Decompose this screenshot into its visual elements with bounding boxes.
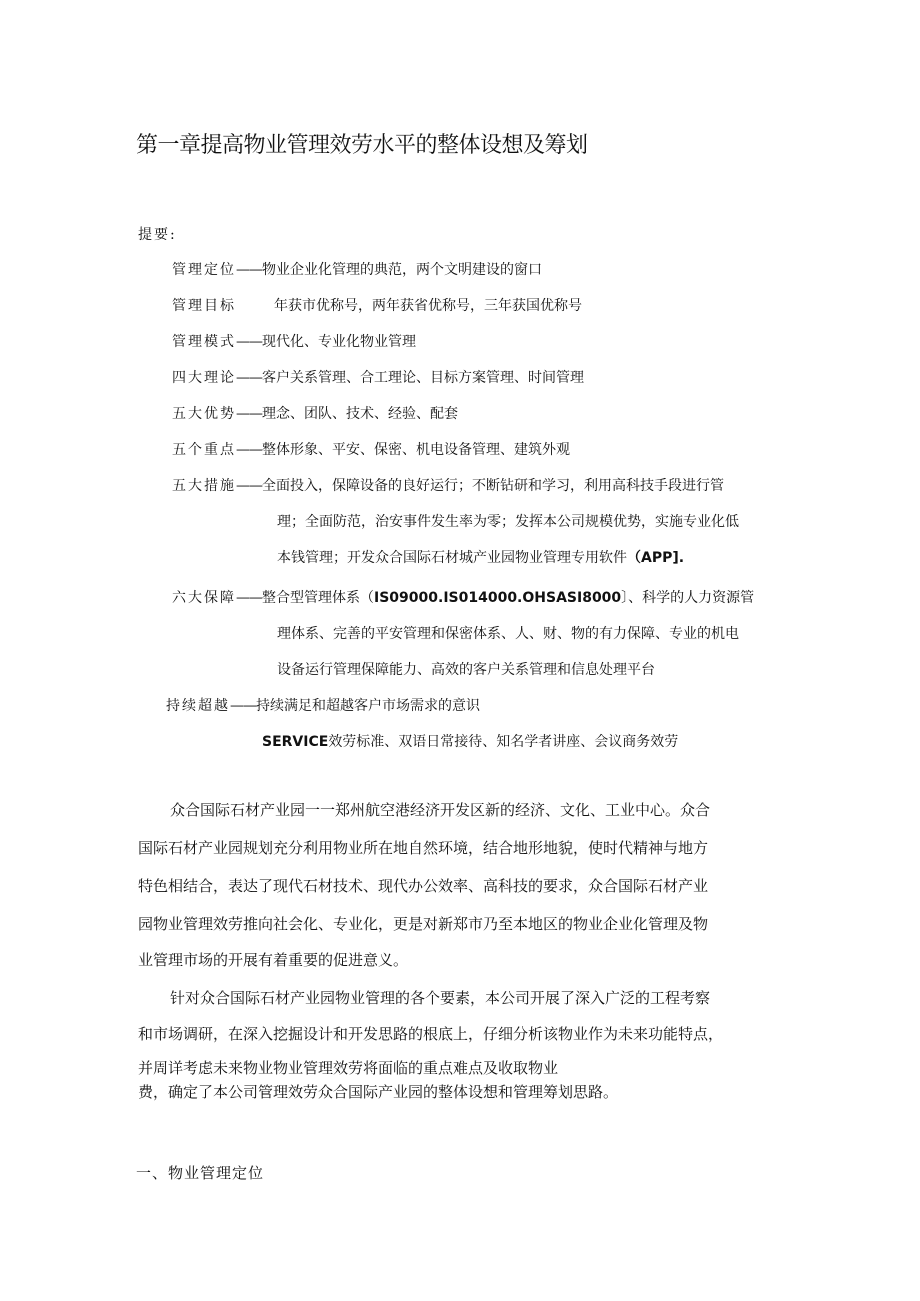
item-key: 五个重点 [172,442,236,458]
item-value: 整体形象、平安、保密、机电设备管理、建筑外观 [262,442,570,458]
page-title: 第一章提高物业管理效劳水平的整体设想及筹划 [136,133,588,158]
summary-item-surpass [166,696,480,716]
guarantees-continuation-1: 理体系、完善的平安管理和保密体系、人、财、物的有力保障、专业的机电 [277,626,739,642]
paragraph1-line-2: 国际石材产业园规划充分利用物业所在地自然环境，结合地形地貌，使时代精神与地方 [138,839,709,857]
item-key: 管理定位 [172,262,236,278]
item-key: 五大措施 [172,478,236,494]
summary-item-positioning [172,260,542,280]
service-line [262,732,678,752]
item-dash: —— [236,370,262,386]
paragraph2-line-2: 和市场调研，在深入挖掘设计和开发思路的根底上，仔细分析该物业作为未来功能特点， [138,1025,724,1043]
item-value-post: 〕、科学的人力资源管 [621,590,755,606]
paragraph1-line-5: 业管理市场的开展有着重要的促进意义。 [138,951,409,969]
item-key: 管理目标 [172,298,236,314]
summary-item-focus [172,440,570,460]
item-dash: —— [230,698,256,714]
summary-item-measures [172,476,724,496]
summary-label: 提要: [138,227,177,243]
item-dash: —— [236,478,262,494]
item-value: 客户关系管理、合工理论、目标方案管理、时间管理 [262,370,584,386]
summary-item-theories [172,368,584,388]
paragraph2-line-4: 费，确定了本公司管理效劳众合国际产业园的整体设想和管理筹划思路。 [138,1083,619,1101]
paragraph2-line-1: 针对众合国际石材产业园物业管理的各个要素，本公司开展了深入广泛的工程考察 [170,989,711,1007]
paragraph2-line-3: 并周详考虑未来物业物业管理效劳将面临的重点难点及收取物业 [138,1059,559,1077]
measures-app: （APP]. [627,550,685,566]
item-key: 管理模式 [172,334,236,350]
item-value: 年获市优称号，两年获省优称号，三年获国优称号 [274,298,582,314]
guarantees-continuation-2: 设备运行管理保障能力、高效的客户关系管理和信息处理平台 [277,662,655,678]
measures-cont-text: 本钱管理；开发众合国际石材城产业园物业管理专用软件 [277,550,627,566]
summary-item-goal [172,296,582,316]
item-dash: —— [236,442,262,458]
item-value: 物业企业化管理的典范，两个文明建设的窗口 [262,262,542,278]
measures-continuation-1: 理；全面防范，治安事件发生率为零；发挥本公司规模优势，实施专业化低 [277,514,739,530]
paragraph1-line-4: 园物业管理效劳推向社会化、专业化，更是对新郑市乃至本地区的物业企业化管理及物 [138,915,709,933]
item-value: 现代化、专业化物业管理 [262,334,416,350]
item-dash: —— [236,590,262,606]
paragraph1-line-1: 众合国际石材产业园一一郑州航空港经济开发区新的经济、文化、工业中心。众合 [170,801,711,819]
item-key: 五大优势 [172,406,236,422]
item-value: 全面投入，保障设备的良好运行；不断钻研和学习，利用高科技手段进行管 [262,478,724,494]
service-word: SERVICE [262,734,329,750]
item-key: 持续超越 [166,698,230,714]
item-dash: —— [236,262,262,278]
item-value: 理念、团队、技术、经验、配套 [262,406,458,422]
summary-item-mode [172,332,416,352]
item-key: 六大保障 [172,590,236,606]
summary-item-guarantees [172,588,754,608]
service-rest: 效劳标准、双语日常接待、知名学者讲座、会议商务效劳 [328,734,679,750]
item-value: 持续满足和超越客户市场需求的意识 [256,698,480,714]
measures-continuation-2 [277,548,684,568]
item-value-code: IS09000.IS014000.OHSASI8000 [374,590,622,606]
item-dash: —— [236,334,262,350]
summary-item-advantages [172,404,458,424]
paragraph1-line-3: 特色相结合，表达了现代石材技术、现代办公效率、高科技的要求，众合国际石材产业 [138,877,709,895]
item-dash: —— [236,406,262,422]
item-key: 四大理论 [172,370,236,386]
item-value-pre: 整合型管理体系（ [262,590,374,606]
section-heading: 一、物业管理定位 [136,1164,265,1182]
